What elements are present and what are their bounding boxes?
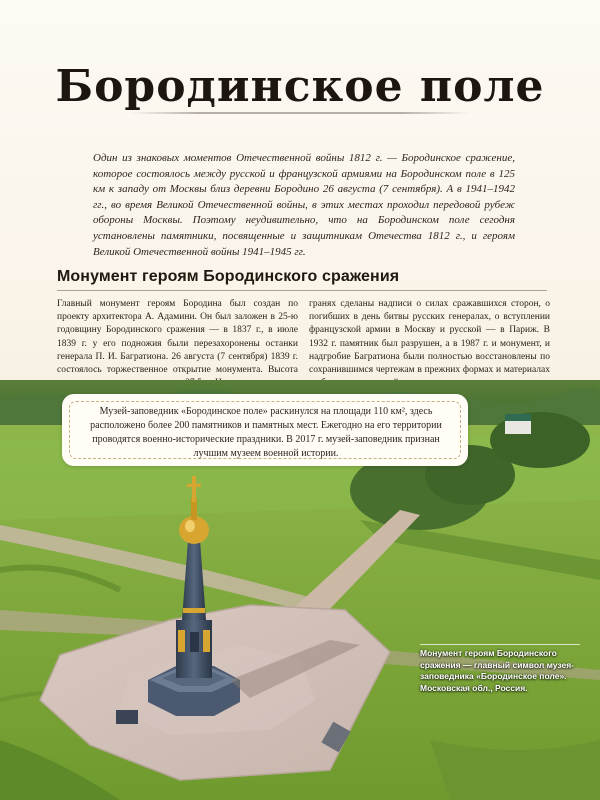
body-column-left: Главный монумент героям Бородина был создан по проекту архитектора А. Адамини. Он был заложен в 25-ю годовщину Бородинского сражения — в 1837 г., в июле 1839 г. у его подножия были перезахоронены останки генерала П. И. Багратиона. 26 августа (7 сентября) 1839 г. состоялось торжественное открытие монумента. Высота <box>57 299 298 376</box>
title-ornament <box>130 112 470 114</box>
callout-text: Музей-заповедник «Бородинское поле» раскинулся на площади 110 км², здесь расположено более 200 памятников и памятных мест. Ежегодно на его территории проводятся военно-исторические праздники. В 2017 г. музей-заповедник признан лучшим музеем военной истории. <box>90 406 442 459</box>
body-column-right: гранях сделаны надписи о силах сражавшихся сторон, о погибших в день битвы русских генералах, о вступлении французской армии в Москву и русской — в Париж. В 1932 г. памятник был разрушен, а в 1987 г. и монумент, и надгробие Багратиона были полностью восстановлены по сохранившимся чертежам в прежних формах и материалах <box>309 299 550 376</box>
caption-divider <box>420 644 580 645</box>
section-divider <box>57 290 547 291</box>
fact-callout <box>64 396 466 464</box>
intro-paragraph: Один из знаковых моментов Отечественной войны 1812 г. — Бородинское сражение, которое состоялось между русской и французской армиями на Бородинском поле в 125 км к западу от Москвы близ деревни Бородино 26 августа (7 сентября). А в 1941–1942 гг., во время Великой Отечественной войны, в этих местах проходил передовой рубеж обороны Москвы. Поэтому неудивительно, что на Бородинском поле сегодня установлены памятники, посвященные и защитникам Отечества 1812 г., и героям Великой Отечественной войны 1941–1945 гг. <box>93 152 515 258</box>
photo-caption: Монумент героям Бородинского сражения — главный символ музея-заповедника «Бородинское поле». Московская обл., Россия. <box>420 648 575 693</box>
section-heading: Монумент героям Бородинского сражения <box>57 268 400 285</box>
page-title: Бородинское поле <box>55 61 545 112</box>
